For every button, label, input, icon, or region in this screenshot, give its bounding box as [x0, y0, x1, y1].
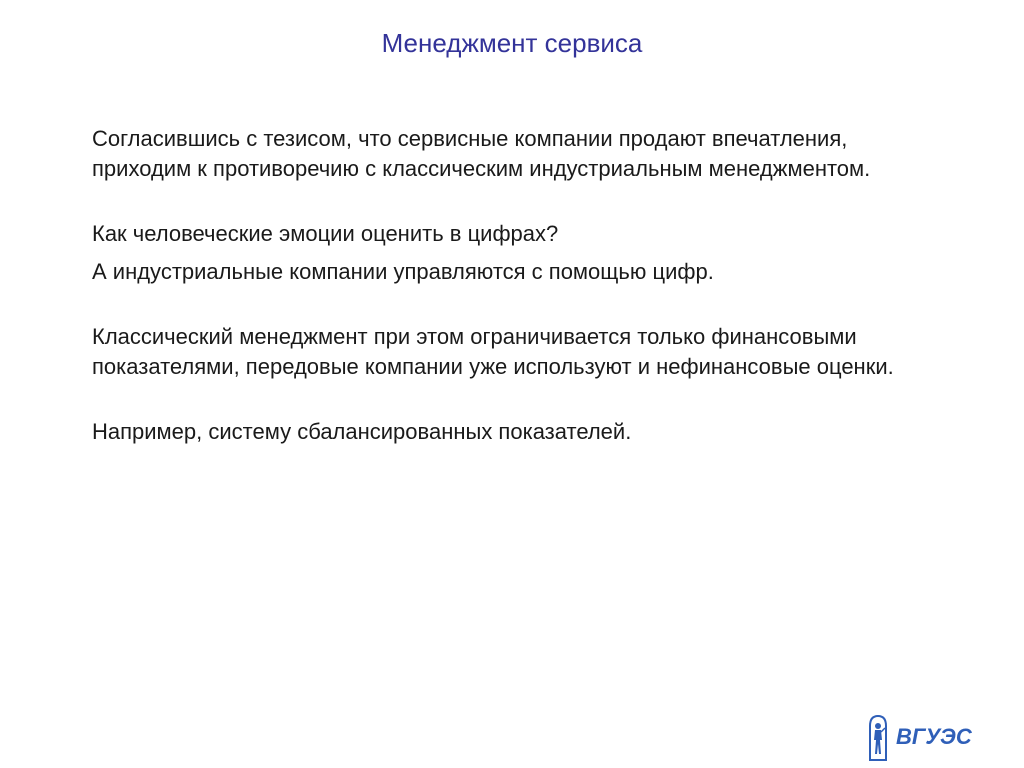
- university-logo: [866, 714, 988, 762]
- paragraph-numbers: А индустриальные компании управляются с помощью цифр.: [92, 259, 714, 284]
- paragraph-example: Например, систему сбалансированных показателей.: [92, 419, 632, 444]
- paragraph-question: Как человеческие эмоции оценить в цифрах?: [92, 221, 559, 246]
- paragraph-thesis: Согласившись с тезисом, что сервисные компании продают впечатления, приходим к противоречию с классическим индустриальным менеджментом.: [92, 126, 871, 181]
- slide-body: [92, 124, 952, 447]
- logo-text: ВГУЭС: [896, 724, 972, 749]
- paragraph-classic-management: Классический менеджмент при этом ограничивается только финансовыми показателями, передовые компании уже используют и нефинансовые оценки.: [92, 324, 894, 379]
- slide-title: Менеджмент сервиса: [381, 28, 643, 58]
- university-emblem-icon: [870, 716, 886, 760]
